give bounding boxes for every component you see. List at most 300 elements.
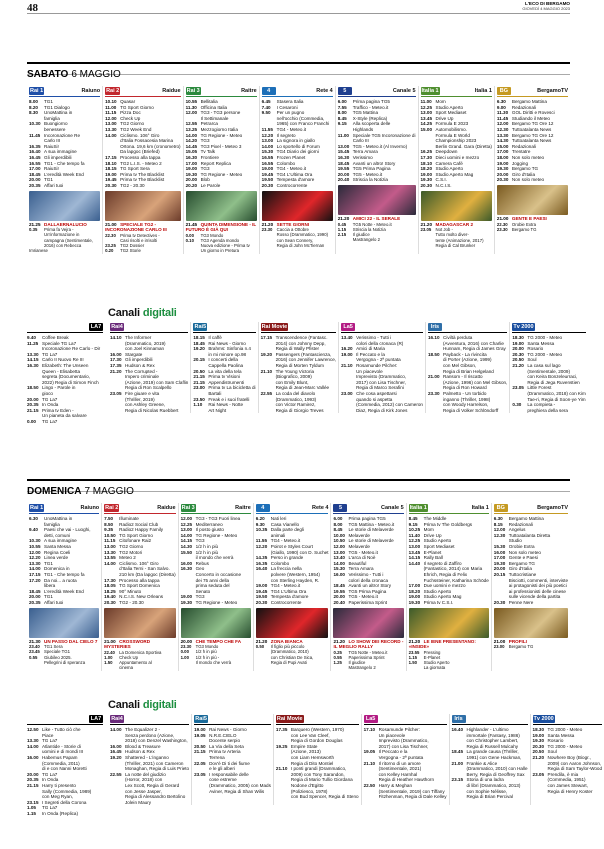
newspaper-name: L'ECO DI BERGAMO [525,1,570,6]
program-time: 12.00 [180,516,193,521]
program-title: Concerto in occasione [195,571,242,577]
program-title: Il segreto [276,132,296,138]
program-time: 17.00 [185,160,198,166]
program-title: Fuchssteiner, Katharina Schöde [423,577,489,583]
program-time: 19.40 [104,594,116,600]
program-time: 18.20 [408,588,421,594]
program-time: 21.15 [194,749,206,755]
program-time: 20.50 [194,743,206,749]
program-title: TG La7 [42,805,58,811]
program-title: (Horror, 2018) con [125,777,163,783]
program-time: 15.45 [337,149,350,155]
program-time: 21.20 [532,754,545,760]
main-channels-grid [27,86,570,254]
late-time: 22.30 [496,221,508,227]
program-title: Drive Up [423,532,442,538]
program-title: I ponti grandi (Drammatico, [290,766,347,772]
program-time: 14.35 [255,555,268,561]
program-time: 20.20 [185,182,198,188]
late-time: 23.40 [29,644,40,650]
program-time: 11.00 [337,132,349,138]
program-title: Rebus [195,560,209,566]
program-title: Dieci uomini e mezzo [435,154,480,160]
program-title: Like - Tutto ciò che [42,727,81,732]
program-title: Gente e Paesi [508,555,538,561]
program-time: 1.10 [193,402,203,408]
highlight-title: LE IENE PRESENTANO: «INSIDE» [408,638,476,650]
program-title: N.R.E.CIELO [209,732,237,738]
program-entry [29,600,99,606]
program-time: 23.15 [27,799,39,805]
digital-channel-column [530,714,604,805]
program-title: Dalla parte degli [270,527,304,533]
la7-column [27,322,103,425]
late-program [409,665,489,670]
program-title: Tuttoatalanta News [511,126,552,132]
program-time: 14.00 [185,132,198,138]
program-title: Sport Mediaset [435,110,467,116]
late-title: TG1 Sera [44,644,63,650]
program-title: animali [270,532,286,538]
program-time: 18.10 [420,160,432,166]
program-time: 16.40 [255,566,268,572]
channel-column [259,86,335,254]
program-photo [409,608,489,638]
program-title: Nati leri [270,516,287,521]
program-time: 20.30 [532,743,545,749]
program-title: Rai News - Giorno [208,340,246,346]
program-title: Prima tv C.S.I. [423,599,454,605]
late-title: E-Planet [423,654,441,660]
program-title: Regia di Heather Hawthorn [378,777,435,783]
highlight-title: ZONA BIANCA [270,638,303,644]
program-time: 8.00 [337,110,347,116]
program-title: TG1 [44,177,53,183]
program-title: con Liam Hemsworth [290,754,335,760]
channel-header [494,503,568,514]
program-title: Geo [195,566,205,572]
program-title: TG2 L.I.S. - Meteo 2 [120,160,162,166]
late-title: Bergamo TG [511,226,537,232]
program-time: 16.00 [110,743,122,749]
program-time: 18.15 [105,166,117,172]
program-title: Regia di Ron Scalpello [125,385,172,391]
program-title: Citofonare Rai2 [119,538,152,544]
late-title: Casi risolti e irrisolti [120,237,158,243]
program-title: Mediterraneo [195,521,223,527]
program-title: Rosario [547,738,564,744]
program-title: L'arca di Noè [348,555,376,561]
program-title: Report Replica [200,160,231,166]
program-title: Affari tuoi [44,599,64,605]
program-title: TG3 - TG3 persone [200,110,241,116]
program-title: Traffico - Meteo.it [352,104,389,110]
program-title: Regia di Sam Taylor-Wood [547,766,603,772]
highlight-time: 21.45 [185,221,198,227]
program-photo [29,191,100,221]
program-title: RaiuSi! [44,143,59,149]
channel-logo: 5 [338,87,352,95]
program-time: 23.05 [532,771,545,777]
program-time: 13.30 [104,549,116,555]
program-entry [110,408,188,414]
day-date: 7 MAGGIO [84,486,134,497]
program-title: Studio Aperto [435,104,464,110]
program-title: Processo alla tappa [120,154,161,160]
program-entry [421,183,492,189]
program-title: Tuttoatalanta Diretta [508,532,551,538]
program-title: TG5 - Meteo.it [348,594,378,600]
program-title: Frontiere [200,154,219,160]
program-time: 16.30 [337,154,350,160]
program-title: TG2 - 20.30 [120,182,145,188]
program-title: Barquero (Western, 1970) [290,727,344,732]
program-time: 23.15 [451,777,464,783]
program-photo [333,608,403,638]
program-title: cose estreme [209,777,237,783]
program-time [110,408,125,414]
program-title: Formula E 2023 [435,121,469,127]
program-title: Penne Nere [508,599,534,605]
program-title: Lex Scott, Regia di Gerard [125,782,180,788]
program-time: 16.55 [261,160,274,166]
late-title: (Drammatico, 2010) [270,649,309,655]
program-title: TG1 Dialogo [44,104,70,110]
program-title: Fitzhenman, Regia di Dale Kelley [378,794,447,800]
program-title: Vergogna - 2ª puntata [378,754,424,760]
program-time: 20.30 [512,351,524,357]
program-title: Berry, Regia di Geoffrey Sax [466,771,525,777]
program-title: Verissimo - Tutti i [348,571,384,577]
program-title: A sua immagine [44,538,77,544]
program-time: 11.15 [104,538,116,544]
program-time: 6.30 [493,516,503,521]
late-time: 23.25 [105,243,116,249]
program-title: Lo sportello di Forum [276,143,320,149]
late-time: 23.30 [261,227,273,233]
channel-column [101,503,177,671]
late-title: Il figlio più piccolo [270,644,305,650]
program-title: Studio Aperto Mag [423,594,462,600]
channel-logo: BG [497,87,511,95]
program-time: 18.50 [428,351,440,357]
program-title: Highlands [352,126,374,132]
program-title: preghiera della sera [527,407,568,413]
program-time: 19.00 [341,351,353,357]
channel-logo: Iris [428,323,442,331]
program-time [110,800,125,806]
program-title: Tae-ri, Regia di Soon-ye Yim [527,396,586,402]
program-title: famiglia [44,115,60,121]
program-title: TG4 Diario dei giorni [276,149,319,155]
highlight-time: 21.20 [333,638,345,644]
channel-header [181,503,251,514]
highlight-time: 21.20 [420,221,432,227]
program-title: colori della cronaca (R) [356,340,404,346]
program-title: La signora in giallo [276,138,315,144]
program-time [341,408,356,414]
program-title: UnoMattina in [44,516,73,521]
program-time: 12.00 [493,527,506,533]
program-time: 12.00 [185,110,198,116]
late-title: con Sean Connery, [276,237,314,243]
program-title: I concerti della [208,357,238,363]
program-time: 7.40 [261,104,271,110]
program-time: 11.00 [105,104,117,110]
program-title: Art Night [208,407,227,413]
program-title: Harry & Meghan [378,782,413,788]
program-title: (Biografico, 2009) [275,374,312,380]
program-time: 18.15 [193,335,205,340]
program-title: Tempesta d'amore [270,594,309,600]
program-entry [104,600,175,606]
program-title: Frozen Planet [276,154,306,160]
program-time: 19.55 [333,588,345,594]
program-time: 15.05 [185,149,198,155]
late-time: 1.15 [408,654,418,660]
digital-channel-column [449,714,530,805]
late-time: 22.40 [104,649,115,655]
program-title: Santa Messa [44,543,71,549]
late-title: Prima tv Detectives - [120,232,160,238]
program-title: Regia di Brian Helgeland [443,368,494,374]
program-title: Santa Messa [527,340,555,346]
late-title: TG3 Agenda mondo [200,237,240,243]
program-title: Regia di Morten Tyldum [275,362,324,368]
program-title: prima seduta del [195,583,230,589]
program-time: 16.25 [420,149,432,155]
program-title: Shattered - L'inganno [125,754,169,760]
channel-header [364,714,447,725]
program-time: 14.10 [110,335,122,340]
program-time: 20.15 [493,571,506,577]
program-entry [276,794,359,800]
channel-column [418,86,494,254]
program-title: TG Sport Giorno [119,532,153,538]
highlight-title: CHE TEMPO CHE FA [195,638,242,644]
program-title: Le Parole [200,182,221,188]
program-title: il mondo che verrà [195,555,234,561]
program-title: Prima tv La bicicletta di [208,385,256,391]
highlight-time: 21.20 [408,638,421,644]
program-time: 14.00 [104,560,116,566]
program-time: 19.00 [194,727,206,732]
channel-name: Italia 1 [471,505,489,511]
program-time: 16.35 [29,143,41,149]
program-time: 7.50 [104,516,114,521]
program-title: RaiuSi! [44,166,59,172]
program-time: 9.35 [104,527,114,533]
program-title: Affari tuoi [44,182,64,188]
program-title: TG Regione - Meteo [195,599,238,605]
highlight-program [104,639,175,650]
program-time: 19.00 [496,160,509,166]
highlight-title: MADAGASCAR 2 [435,221,474,227]
program-title: 2009) con Aaron Johnson, [547,760,602,766]
program-photo [494,608,568,638]
program-time: 13.30 [29,560,41,566]
channel-name: Raitre [235,505,251,511]
program-title: 2016) con Jennifer Lawrence, [275,357,337,363]
program-title: Mom [423,527,434,533]
program-time: 8.45 [333,527,343,533]
program-time: 17.00 [496,149,509,155]
program-title: I responsabile delle [209,771,249,777]
issue-date: GIOVEDÌ 4 MAGGIO 2023 [522,5,570,11]
program-time: 13.00 [337,143,350,149]
program-time: 12.20 [255,543,268,549]
channel-header [256,503,329,514]
program-title: TG1 - Che tempo fa [44,571,85,577]
late-title: Giubileo 2025. [44,654,72,660]
program-title: con Ashley Greene, [125,402,166,408]
highlight-title: DALLAERNALUCIO [44,221,87,227]
late-time: 23.30 [496,226,508,232]
channel-header [110,322,188,333]
program-title: Avanti un altro! Story [352,160,396,166]
program-title: Harry ti presento [42,782,76,788]
program-title: Il Settimanale [200,115,229,121]
program-time: 16.20 [341,346,353,352]
program-title: Bergamo Mattina [508,516,544,521]
program-title: Poirot e Styles Court [270,543,313,549]
program-title: ai protagonisti dei più poetici [508,583,567,589]
channel-logo: Rai 1 [30,88,44,94]
program-time: 16.35 [255,560,268,566]
program-time: 21.20 [110,368,122,374]
program-title: d'Italia Fossacesia Marina [120,138,174,144]
program-time: 16.30 [180,566,193,572]
late-time: 22.30 [105,232,116,238]
program-time: 21.00 [451,760,464,766]
late-time: 0.10 [185,237,194,243]
late-title: con Christian De Sica, [270,654,314,660]
program-time: 8.15 [493,521,503,527]
program-title: 2018) con Denzel Washington, [125,738,188,744]
program-title: Colombo [276,160,296,166]
program-title: Carlo III [44,138,61,144]
program-title: 2014) con Johnny Depp, [275,340,326,346]
program-title: TG4 - Meteo.it [270,538,301,544]
day-weekday: DOMENICA [27,486,82,497]
program-title: Regia di Volker Schlöndorff [443,407,499,413]
program-title: Blood & Treasure [125,743,161,749]
program-title: con Mel Gibson, [443,362,477,368]
program-title: Ransom - Il riscatto [443,374,483,380]
program-time: 19.00 [180,594,193,600]
highlight-title: CROSSWORD MYSTERIES [104,638,151,650]
program-title: 210 km (Da lapgoc (Diretta) [119,571,176,577]
program-title: TG3 [200,138,210,144]
program-title: Incoronazione Re Carlo - Dir [42,346,101,352]
highlight-program [409,639,489,650]
digital-channel-column [108,322,190,413]
program-title: Rosamunde Pilcher: [378,727,420,732]
highlight-time: 20.00 [180,638,193,644]
late-program [104,665,175,670]
program-title: Elizabeth: The Unseen [42,362,89,368]
program-title: Prima tv Eden - [42,407,74,413]
channel-header [409,503,489,514]
program-time: 20.00 [27,771,39,777]
late-time: 1.25 [333,660,342,666]
program-title: Formula E World [435,132,470,138]
program-title: Appendistrumenti [208,379,245,385]
program-time: 20.00 [29,594,41,600]
program-time: 21.20 [512,362,524,368]
program-time: 10.55 [29,543,41,549]
program-title: (Thriller, 2019) [125,396,155,402]
program-title: TG La7 [42,418,58,424]
channel-logo: Rai4 [111,324,123,330]
program-title: con Jesse Jasper, [125,788,162,794]
late-title: Paperissima Sprint [348,654,385,660]
program-title: Colombo [270,560,290,566]
program-photo [262,191,333,221]
channel-column [491,503,570,671]
program-time: 13.00 [105,121,117,127]
program-title: con Sophie Nélisse, [466,788,508,794]
program-title: TG Regione - Meteo [200,132,243,138]
late-title: Mastrangelo 2 [352,237,380,243]
program-time: 18.05 [104,583,116,589]
program-title: Prima tv Visioni [208,374,240,380]
program-time: 8.45 [408,516,418,521]
program-photo [186,191,257,221]
program-title: con Victor Ramirez, [275,402,316,408]
program-time: 17.35 [110,362,122,368]
program-time: 9.30 [255,521,265,527]
program-time: 18.45 [333,583,345,589]
program-time: 19.00 [185,166,198,172]
program-title: Non solo meteo [511,154,545,160]
channel-name: Raitre [241,88,257,94]
program-title: Aviner, Regia di Shan Wilis [209,788,265,794]
program-title: Senato [195,588,211,594]
program-time: 22.55 [110,771,122,777]
program-time: 12.30 [493,532,506,538]
program-title: 2017) con Lisa Tischner, [378,743,429,749]
channel-column [406,503,491,671]
program-title: (Sentimentale, 2019) con Tiffany [378,788,445,794]
late-program [333,665,403,670]
program-title: Rai News - Notte [208,402,244,408]
program-title: Due uomini e mezzo [423,583,466,589]
highlight-program [333,639,403,650]
program-time: 16.55 [29,160,41,166]
program-time: 6.30 [29,516,38,521]
program-entry [494,600,568,606]
program-title: Soul [547,749,557,755]
digitali-label: digitali [142,307,177,319]
program-title: Gli imperdibili [44,154,72,160]
program-time: 14.15 [27,357,39,363]
program-time: 15.00 [420,126,432,132]
program-title: TG La7 [42,351,58,357]
program-time: 10.10 [105,99,117,104]
late-time: 0.20 [105,248,114,254]
highlight-program [105,222,181,233]
program-title: L'eredità Week End [44,171,84,177]
program-time: 16.30 [27,362,39,368]
program-time: 10.30 [29,538,41,544]
program-time: 17.10 [363,727,376,732]
program-title: (Azione, 1996) con Mel Gibson, [443,379,508,385]
day-header [27,62,570,80]
late-title: TG3 Mondo [195,644,219,650]
program-time: 10.55 [185,99,198,104]
program-time: 18.20 [420,166,432,172]
